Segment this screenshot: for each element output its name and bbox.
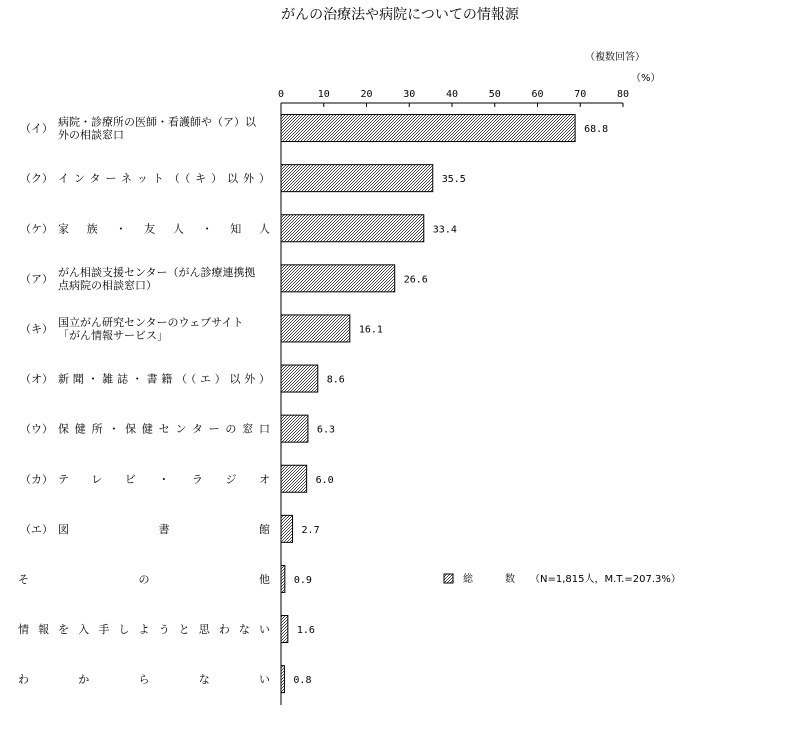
category-row [20, 365, 345, 392]
value-label: 0.8 [293, 675, 312, 687]
category-row [20, 165, 466, 192]
category-row [18, 666, 311, 693]
value-label: 8.6 [326, 374, 345, 386]
bar [281, 465, 307, 492]
category-code: （オ） [20, 372, 53, 386]
category-code: （キ） [20, 322, 53, 336]
value-label: 0.9 [293, 574, 312, 586]
category-label: その他 [18, 572, 270, 586]
category-label: 情報を入手しようと思わない [18, 623, 270, 637]
x-axis-ticks [278, 89, 629, 107]
category-label: インターネット（（キ）以外） [58, 172, 270, 186]
category-label: 図書館 [58, 522, 270, 536]
bar [281, 315, 350, 342]
category-label: がん相談支援センター（がん診療連携拠 [58, 265, 256, 279]
category-label: 家族・友人・知人 [58, 222, 270, 236]
x-tick-label: 20 [360, 89, 373, 100]
value-label: 1.6 [296, 625, 315, 637]
bar [281, 115, 575, 142]
legend-note: （N=1,815人，M.T.=207.3%） [530, 574, 681, 585]
bar [281, 215, 424, 242]
x-tick-label: 40 [445, 89, 459, 100]
x-tick-label: 30 [403, 89, 416, 100]
value-label: 6.0 [315, 474, 334, 486]
category-row [18, 616, 315, 643]
bar [281, 666, 284, 693]
value-label: 35.5 [441, 174, 466, 186]
category-label: 国立がん研究センターのウェブサイト [58, 315, 244, 329]
unit-label: （%） [631, 73, 661, 84]
value-label: 2.7 [301, 524, 320, 536]
chart-title: がんの治療法や病院についての情報源 [281, 7, 519, 23]
bar [281, 565, 285, 592]
value-label: 16.1 [358, 324, 383, 336]
bar [281, 616, 288, 643]
category-row [20, 265, 428, 292]
bar [281, 365, 318, 392]
category-code: （ア） [20, 272, 53, 286]
value-label: 6.3 [316, 424, 335, 436]
category-code: （エ） [20, 522, 53, 536]
x-tick-label: 70 [574, 89, 587, 100]
value-label: 68.8 [584, 124, 609, 136]
legend [444, 572, 681, 585]
category-row [20, 315, 383, 342]
category-label: 点病院の相談窓口） [58, 278, 157, 292]
bar [281, 515, 293, 542]
category-row [20, 215, 457, 242]
bar [281, 415, 308, 442]
category-label: 保健所・保健センターの窓口 [58, 422, 270, 436]
value-label: 26.6 [403, 274, 428, 286]
category-row [20, 415, 335, 442]
category-row [20, 465, 334, 492]
category-code: （カ） [20, 472, 53, 486]
category-label: 外の相談窓口 [58, 128, 124, 142]
x-tick-label: 80 [616, 89, 630, 100]
bar [281, 265, 395, 292]
x-tick-label: 60 [531, 89, 544, 100]
multiple-answer-note: （複数回答） [585, 52, 645, 63]
x-tick-label: 50 [488, 89, 501, 100]
category-row [20, 515, 320, 542]
category-label: 病院・診療所の医師・看護師や（ア）以 [58, 115, 256, 129]
category-row [18, 565, 312, 592]
category-code: （イ） [20, 122, 53, 136]
legend-label: 総数 [463, 574, 515, 585]
category-label: テレビ・ラジオ [58, 472, 270, 486]
category-row [20, 115, 608, 142]
x-tick-label: 0 [277, 89, 285, 100]
category-label: 新聞・雑誌・書籍（（エ）以外） [58, 372, 270, 386]
category-label: 「がん情報サービス」 [58, 328, 168, 342]
legend-swatch [444, 574, 453, 583]
category-code: （ケ） [20, 222, 53, 236]
x-tick-label: 10 [317, 89, 330, 100]
chart-rows [18, 115, 608, 693]
category-code: （ク） [20, 172, 53, 186]
category-label: わからない [18, 673, 270, 687]
bar [281, 165, 433, 192]
category-code: （ウ） [20, 422, 53, 436]
value-label: 33.4 [432, 224, 457, 236]
